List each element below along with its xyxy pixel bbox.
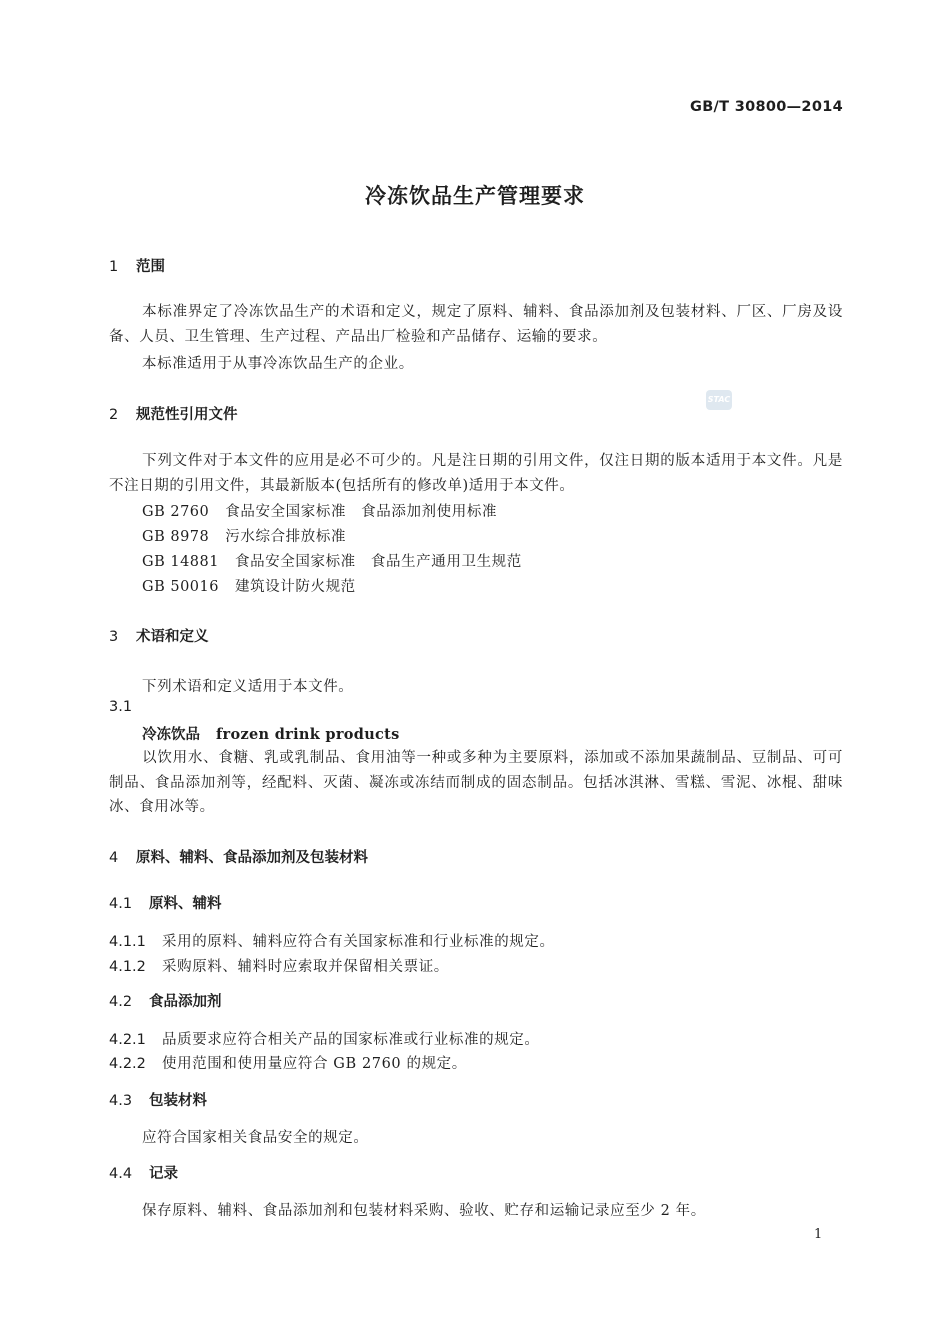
subsection-number: 4.4 xyxy=(109,1166,133,1182)
term-english: frozen drink products xyxy=(216,726,400,743)
section-4-heading xyxy=(109,846,368,867)
section-number: 1 xyxy=(109,259,119,275)
subsection-4-2-heading xyxy=(109,990,222,1011)
reference-item xyxy=(142,575,356,596)
subsection-title: 食品添加剂 xyxy=(149,994,222,1010)
section-2-heading xyxy=(109,403,238,424)
subsection-number: 4.3 xyxy=(109,1093,133,1109)
reference-title: 建筑设计防火规范 xyxy=(234,579,356,595)
clause-number: 4.1.1 xyxy=(109,934,146,950)
term-chinese: 冷冻饮品 xyxy=(142,727,200,743)
page-number: 1 xyxy=(814,1227,823,1242)
reference-item xyxy=(142,525,346,546)
stac-watermark-logo: STAC xyxy=(706,390,732,410)
clause-number: 4.2.2 xyxy=(109,1056,146,1072)
reference-item xyxy=(142,550,522,571)
paragraph-text: 以饮用水、食糖、乳或乳制品、食用油等一种或多种为主要原料，添加或不添加果蔬制品、豆制品、可可制品、食品添加剂等，经配料、灭菌、凝冻或冻结而制成的固态制品。包括冰淇淋、雪糕、雪泥、冰棍、甜味冰、食用冰等。 xyxy=(109,750,843,815)
clause-item xyxy=(109,930,555,951)
reference-item xyxy=(142,500,497,521)
section-number: 2 xyxy=(109,407,119,423)
subsection-title: 原料、辅料 xyxy=(149,896,222,912)
section-number: 3 xyxy=(109,629,119,645)
standard-number: GB/T 30800—2014 xyxy=(690,99,843,115)
subsection-number: 4.2 xyxy=(109,994,133,1010)
section-number: 4 xyxy=(109,850,119,866)
clause-item xyxy=(109,955,449,976)
references-intro-paragraph xyxy=(109,449,843,498)
clause-text: 采用的原料、辅料应符合有关国家标准和行业标准的规定。 xyxy=(162,934,555,950)
reference-title: 食品安全国家标准 食品生产通用卫生规范 xyxy=(234,554,522,570)
reference-code: GB 14881 xyxy=(142,554,219,570)
term-number: 3.1 xyxy=(109,699,133,715)
section-title: 术语和定义 xyxy=(136,629,209,645)
clause-item xyxy=(109,1028,540,1049)
paragraph-text: 下列文件对于本文件的应用是必不可少的。凡是注日期的引用文件，仅注日期的版本适用于本文件。凡是不注日期的引用文件，其最新版本(包括所有的修改单)适用于本文件。 xyxy=(109,453,843,494)
reference-title: 污水综合排放标准 xyxy=(225,529,347,545)
subsection-4-3-heading xyxy=(109,1089,207,1110)
reference-title: 食品安全国家标准 食品添加剂使用标准 xyxy=(225,504,498,520)
packaging-paragraph: 应符合国家相关食品安全的规定。 xyxy=(142,1130,369,1146)
subsection-title: 记录 xyxy=(149,1166,178,1182)
subsection-title: 包装材料 xyxy=(149,1093,207,1109)
document-title: 冷冻饮品生产管理要求 xyxy=(365,184,585,208)
section-title: 范围 xyxy=(136,259,165,275)
reference-code: GB 50016 xyxy=(142,579,219,595)
scope-paragraph-2: 本标准适用于从事冷冻饮品生产的企业。 xyxy=(142,356,414,372)
clause-text: 采购原料、辅料时应索取并保留相关票证。 xyxy=(162,959,449,975)
records-paragraph: 保存原料、辅料、食品添加剂和包装材料采购、验收、贮存和运输记录应至少 2 年。 xyxy=(142,1203,706,1219)
clause-number: 4.1.2 xyxy=(109,959,146,975)
clause-text: 使用范围和使用量应符合 GB 2760 的规定。 xyxy=(162,1056,467,1072)
section-1-heading xyxy=(109,255,165,276)
section-3-heading xyxy=(109,625,209,646)
clause-text: 品质要求应符合相关产品的国家标准或行业标准的规定。 xyxy=(162,1032,540,1048)
subsection-4-4-heading xyxy=(109,1162,178,1183)
section-title: 原料、辅料、食品添加剂及包装材料 xyxy=(136,850,368,866)
terms-intro-paragraph: 下列术语和定义适用于本文件。 xyxy=(142,679,354,695)
scope-paragraph-1 xyxy=(109,300,843,349)
term-definition xyxy=(109,746,843,820)
subsection-4-1-heading xyxy=(109,892,222,913)
reference-code: GB 2760 xyxy=(142,504,210,520)
section-title: 规范性引用文件 xyxy=(136,407,238,423)
paragraph-text: 本标准界定了冷冻饮品生产的术语和定义，规定了原料、辅料、食品添加剂及包装材料、厂区、厂房及设备、人员、卫生管理、生产过程、产品出厂检验和产品储存、运输的要求。 xyxy=(109,304,843,345)
clause-item xyxy=(109,1052,467,1073)
subsection-number: 4.1 xyxy=(109,896,133,912)
reference-code: GB 8978 xyxy=(142,529,210,545)
term-entry xyxy=(142,723,400,744)
clause-number: 4.2.1 xyxy=(109,1032,146,1048)
